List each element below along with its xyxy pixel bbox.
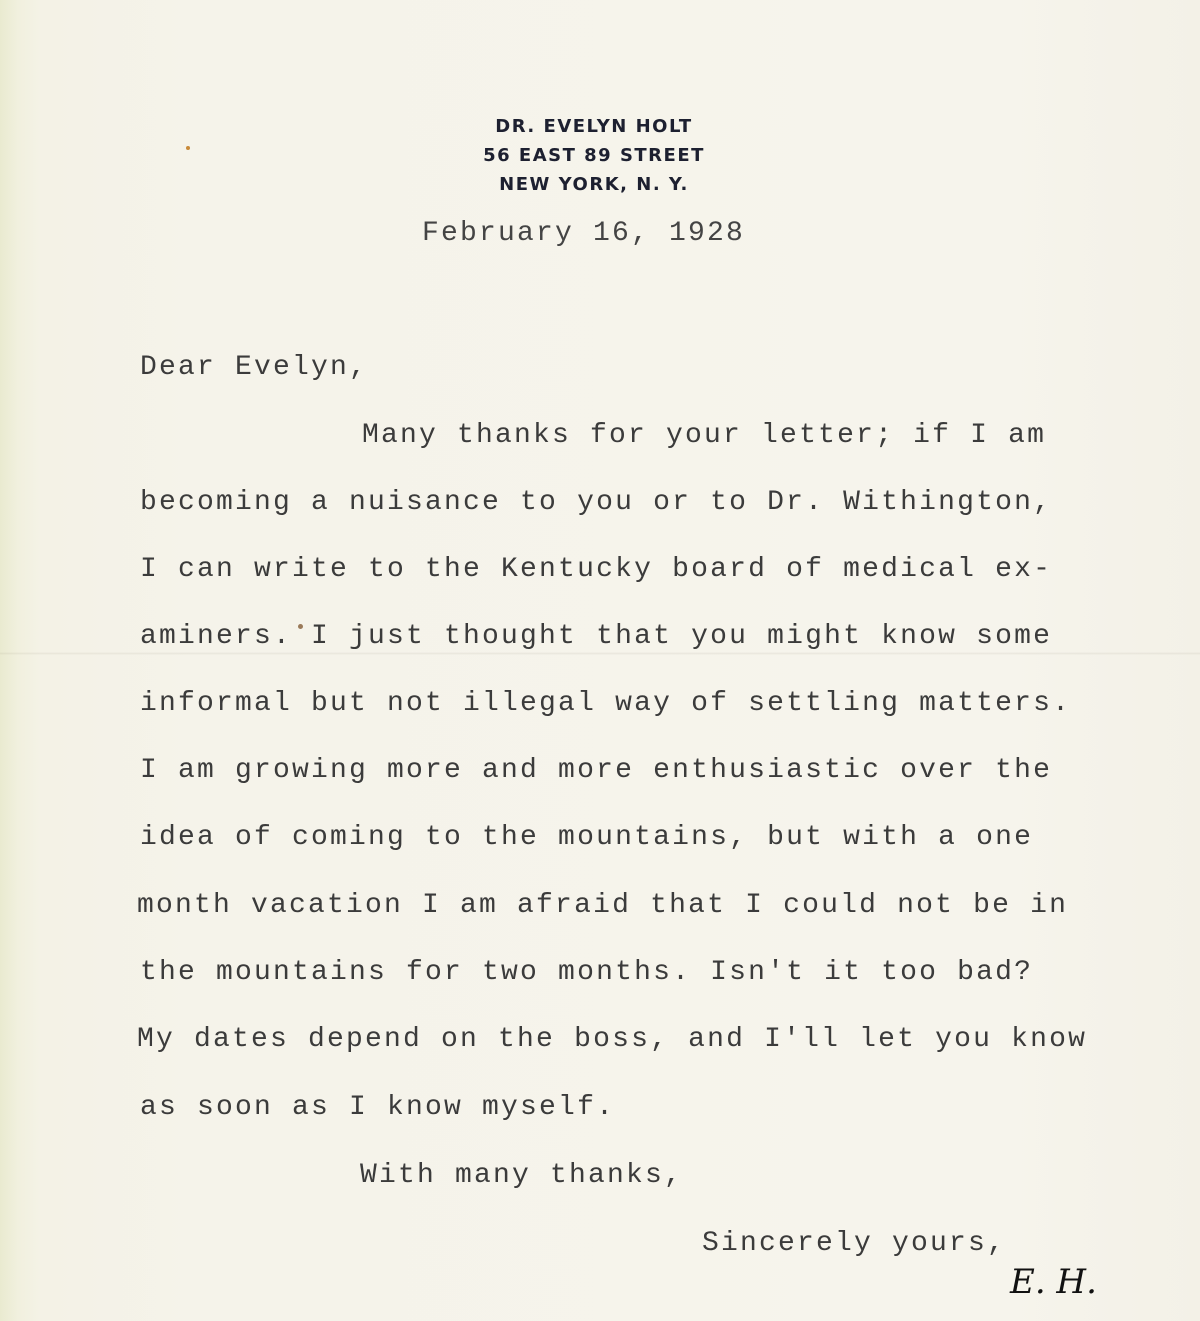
body-line: idea of coming to the mountains, but with a one	[140, 822, 1034, 853]
closing-thanks: With many thanks,	[360, 1160, 684, 1191]
body-line: informal but not illegal way of settling matters.	[140, 688, 1072, 719]
body-line: Many thanks for your letter; if I am	[362, 420, 1047, 451]
salutation: Dear Evelyn,	[140, 352, 369, 383]
letterhead-city: NEW YORK, N. Y.	[499, 174, 689, 195]
body-line: month vacation I am afraid that I could not be in	[137, 890, 1069, 921]
body-line: aminers. I just thought that you might know some	[140, 621, 1053, 652]
body-line: as soon as I know myself.	[140, 1092, 616, 1123]
body-line: becoming a nuisance to you or to Dr. Withington,	[140, 487, 1053, 518]
closing-sincerely: Sincerely yours,	[702, 1228, 1007, 1259]
body-line: I can write to the Kentucky board of medical ex-	[140, 554, 1053, 585]
letterhead-street: 56 EAST 89 STREET	[483, 145, 705, 166]
letterhead-name: DR. EVELYN HOLT	[495, 116, 693, 137]
body-line: I am growing more and more enthusiastic over the	[140, 755, 1053, 786]
paper-fold	[0, 652, 1200, 655]
letter-date: February 16, 1928	[422, 218, 746, 249]
letterhead	[0, 112, 1188, 199]
handwritten-signature: E. H.	[1010, 1262, 1097, 1302]
body-line: the mountains for two months. Isn't it too bad?	[140, 957, 1034, 988]
body-line: My dates depend on the boss, and I'll let you know	[137, 1024, 1088, 1055]
